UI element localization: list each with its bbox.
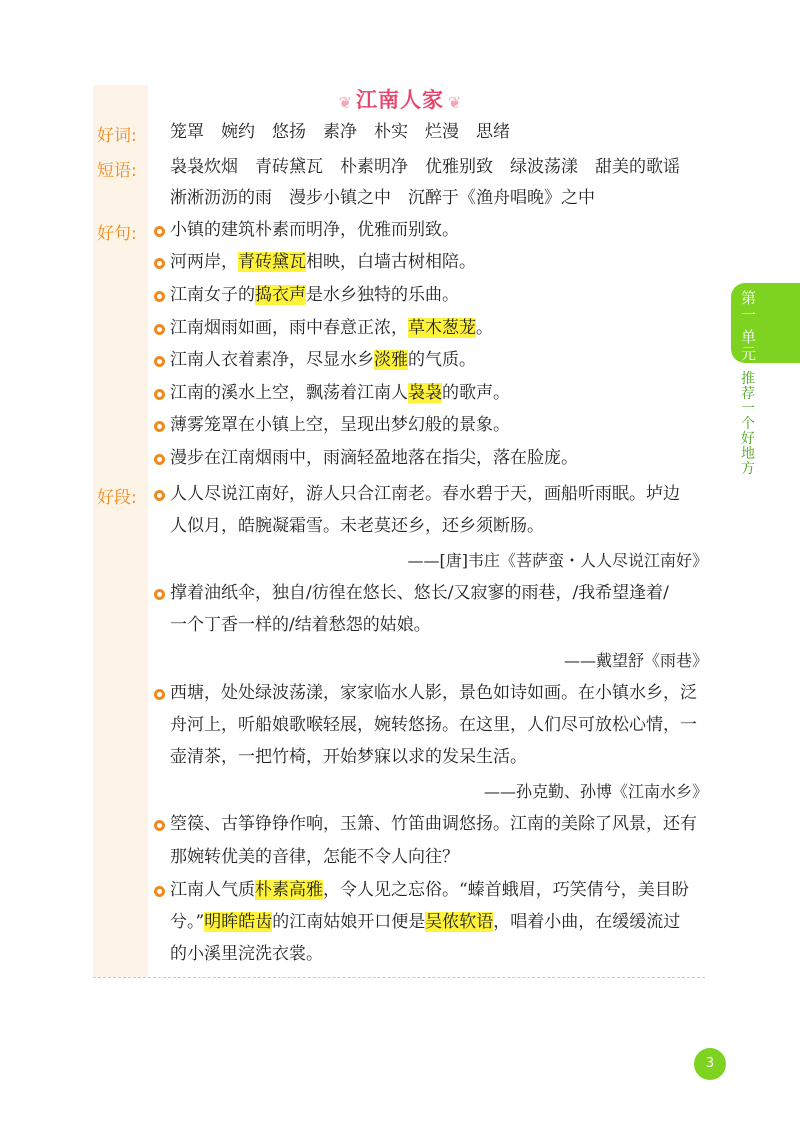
page-title-block (0, 84, 800, 114)
sentence-7: 薄雾笼罩在小镇上空，呈现出梦幻般的景象。 (170, 415, 510, 435)
sentence-1: 小镇的建筑朴素而明净，优雅而别致。 (170, 220, 459, 240)
para-3-line-2: 舟河上，听船娘歌喉轻展，婉转悠扬。在这里，人们尽可放松心情，一 (170, 715, 697, 735)
para-4-line-2: 那婉转优美的音律，怎能不令人向往？ (170, 847, 459, 867)
bullet-icon (154, 389, 165, 400)
para-2-source: ——戴望舒《雨巷》 (563, 651, 708, 670)
words-line: 笼罩 婉约 悠扬 素净 朴实 烂漫 思绪 (170, 122, 510, 142)
bottom-dashed-rule (93, 977, 705, 978)
highlight: 朴素高雅 (255, 880, 323, 900)
para-5-line-1: 江南人气质朴素高雅，令人见之忘俗。“螓首蛾眉，巧笑倩兮，美目盼 (170, 880, 689, 900)
para-1-line-2: 人似月，皓腕凝霜雪。未老莫还乡，还乡须断肠。 (170, 516, 544, 536)
bullet-icon (154, 356, 165, 367)
highlight: 捣衣声 (255, 285, 306, 305)
sentence-2: 河两岸，青砖黛瓦相映，白墙古树相陪。 (170, 252, 476, 272)
bullet-icon (154, 589, 165, 600)
highlight: 淡雅 (374, 350, 408, 370)
bullet-icon (154, 454, 165, 465)
phrases-line-1: 袅袅炊烟 青砖黛瓦 朴素明净 优雅别致 绿波荡漾 甜美的歌谣 (170, 157, 680, 177)
highlight: 青砖黛瓦 (238, 252, 306, 272)
highlight: 草木葱茏 (408, 318, 476, 338)
highlight: 明眸皓齿 (204, 912, 273, 932)
bullet-icon (154, 886, 165, 897)
unit-subtitle-vertical: 推荐一个好地方 (741, 371, 755, 477)
bullet-icon (154, 421, 165, 432)
sentence-8: 漫步在江南烟雨中，雨滴轻盈地落在指尖，落在脸庞。 (170, 448, 578, 468)
unit-tab-label: 第一 单元 (741, 289, 757, 363)
bullet-icon (154, 324, 165, 335)
page-title: 江南人家 (356, 87, 444, 112)
left-leaf-icon: ❦ (338, 93, 352, 112)
para-3-line-3: 壶清茶，一把竹椅，开始梦寐以求的发呆生活。 (170, 747, 527, 767)
bullet-icon (154, 291, 165, 302)
para-3-line-1: 西塘，处处绿波荡漾，家家临水人影，景色如诗如画。在小镇水乡，泛 (170, 683, 697, 703)
para-5-line-2: 兮。”明眸皓齿的江南姑娘开口便是吴侬软语，唱着小曲，在缓缓流过 (170, 912, 681, 932)
sentence-6: 江南的溪水上空，飘荡着江南人袅袅的歌声。 (170, 383, 510, 403)
highlight: 吴侬软语 (425, 912, 494, 932)
para-5-line-3: 的小溪里浣洗衣裳。 (170, 944, 323, 964)
para-2-line-1: 撑着油纸伞，独自/彷徨在悠长、悠长/又寂寥的雨巷，/我希望逢着/ (170, 583, 669, 603)
page-number: 3 (694, 1048, 726, 1080)
bullet-icon (154, 258, 165, 269)
sentence-4: 江南烟雨如画，雨中春意正浓，草木葱茏。 (170, 318, 493, 338)
sentence-3: 江南女子的捣衣声是水乡独特的乐曲。 (170, 285, 459, 305)
right-leaf-icon: ❦ (448, 93, 462, 112)
label-phrases: 短语: (97, 161, 137, 181)
label-words: 好词: (97, 126, 137, 146)
para-1-source: ——[唐]韦庄《菩萨蛮・人人尽说江南好》 (407, 551, 708, 570)
highlight: 袅袅 (408, 383, 442, 403)
bullet-icon (154, 490, 165, 501)
label-paragraphs: 好段: (97, 488, 137, 508)
bullet-icon (154, 820, 165, 831)
para-3-source: ——孙克勤、孙博《江南水乡》 (483, 782, 708, 801)
bullet-icon (154, 689, 165, 700)
phrases-line-2: 淅淅沥沥的雨 漫步小镇之中 沉醉于《渔舟唱晚》之中 (170, 188, 595, 208)
bullet-icon (154, 226, 165, 237)
para-1-line-1: 人人尽说江南好，游人只合江南老。春水碧于天，画船听雨眠。垆边 (170, 484, 680, 504)
para-4-line-1: 箜篌、古筝铮铮作响，玉箫、竹笛曲调悠扬。江南的美除了风景，还有 (170, 814, 697, 834)
para-2-line-2: 一个丁香一样的/结着愁怨的姑娘。 (170, 615, 431, 635)
label-sentences: 好句: (97, 224, 137, 244)
sentence-5: 江南人衣着素净，尽显水乡淡雅的气质。 (170, 350, 476, 370)
